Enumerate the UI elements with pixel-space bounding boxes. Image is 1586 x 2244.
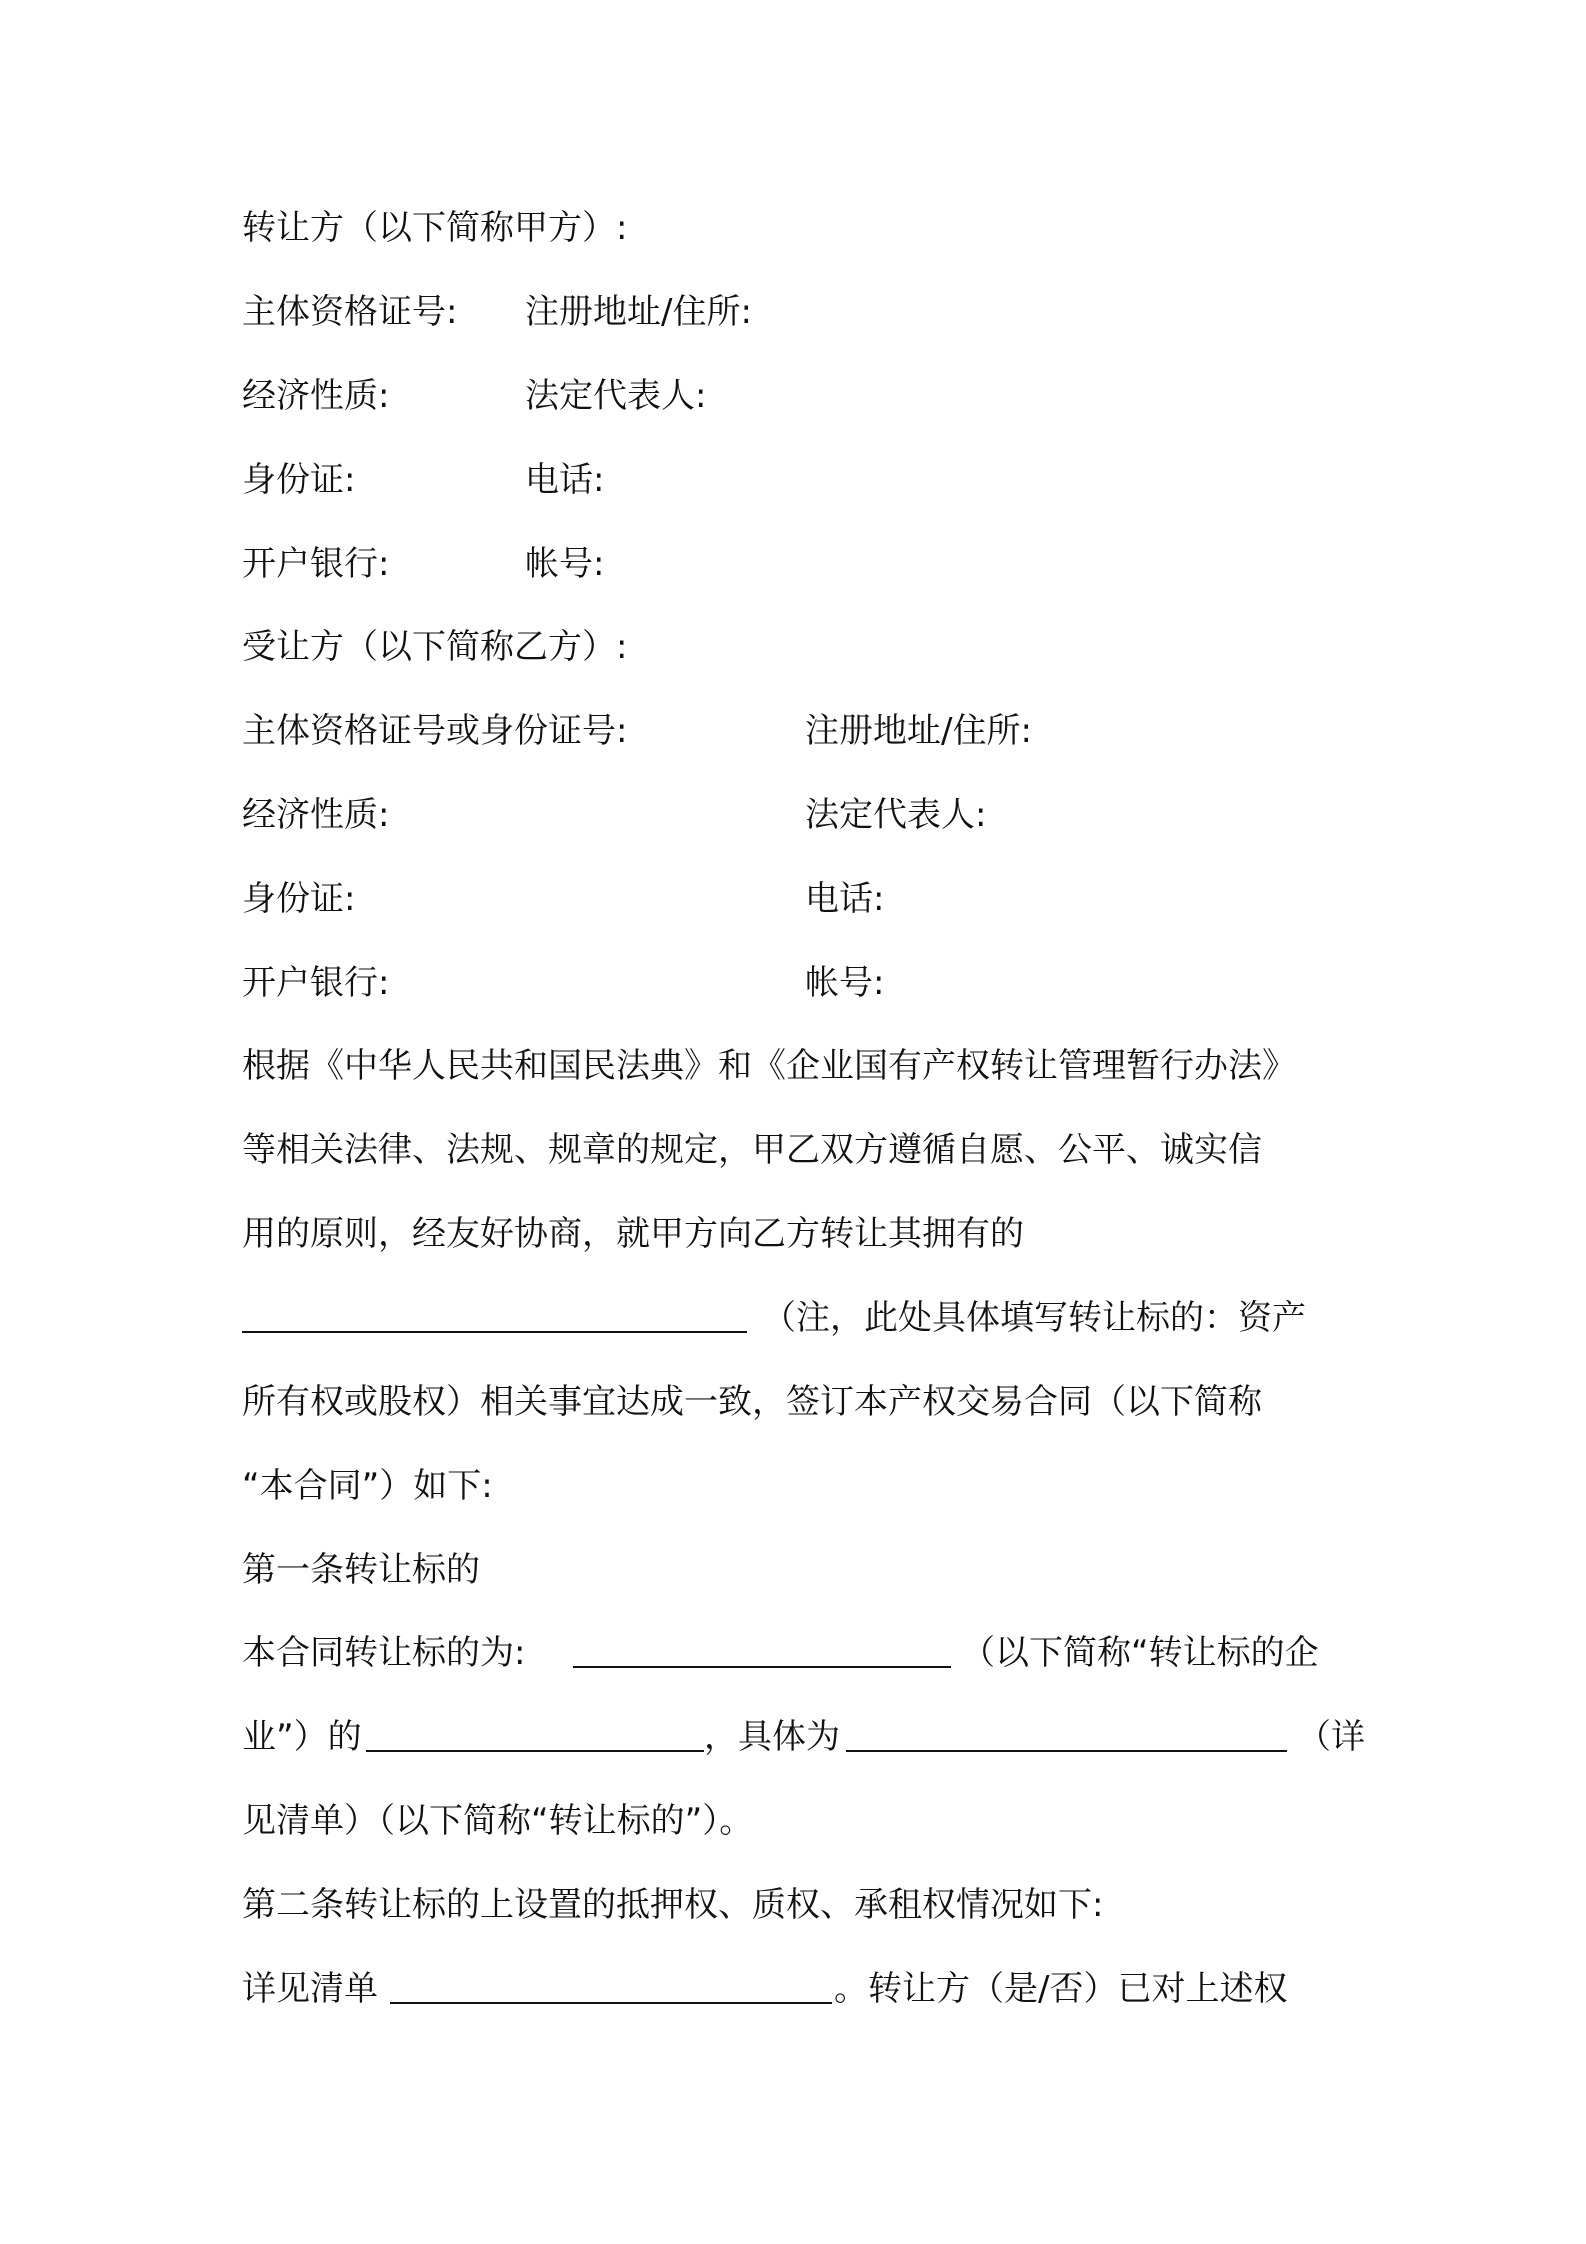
- transferee-id-label: 身份证:: [242, 879, 356, 919]
- article-2-title: 第二条转让标的上设置的抵押权、质权、承租权情况如下:: [242, 1885, 1104, 1925]
- article-2-line-1-prefix: 详见清单: [242, 1969, 378, 2009]
- transferor-legal-rep-label: 法定代表人:: [525, 376, 707, 416]
- transferor-cert-label: 主体资格证号:: [242, 292, 458, 332]
- target-share-blank[interactable]: [366, 1716, 704, 1764]
- article-1-line-2: [242, 1714, 1365, 1760]
- transferor-row-bank: [242, 541, 1342, 587]
- article-1-title: 第一条转让标的: [242, 1550, 480, 1590]
- article-1-line-1: [242, 1630, 1342, 1676]
- transferor-nature-label: 经济性质:: [242, 376, 390, 416]
- transferee-phone-label: 电话:: [805, 879, 885, 919]
- preamble-line-1: 根据《中华人民共和国民法典》和《企业国有产权转让管理暂行办法》: [242, 1046, 1296, 1086]
- transferee-legal-rep-label: 法定代表人:: [805, 795, 987, 835]
- transferor-id-label: 身份证:: [242, 460, 356, 500]
- article-1-line-1-label: 本合同转让标的为:: [242, 1633, 526, 1673]
- transferee-row-id: [242, 876, 1342, 922]
- preamble-line-4-text: （注，此处具体填写转让标的：资产: [762, 1298, 1306, 1338]
- article-1-line-2-middle: ，具体为: [704, 1717, 840, 1757]
- transferee-bank-label: 开户银行:: [242, 963, 390, 1003]
- preamble-line-5: 所有权或股权）相关事宜达成一致，签订本产权交易合同（以下简称: [242, 1382, 1262, 1422]
- transferor-heading: 转让方（以下简称甲方）:: [242, 208, 628, 248]
- preamble-line-3: 用的原则，经友好协商，就甲方向乙方转让其拥有的: [242, 1214, 1024, 1254]
- transferee-row-bank: [242, 960, 1342, 1006]
- transferor-address-label: 注册地址/住所:: [525, 292, 752, 332]
- target-enterprise-blank[interactable]: [573, 1632, 951, 1680]
- transferee-nature-label: 经济性质:: [242, 795, 390, 835]
- transferee-row-cert: [242, 708, 1342, 754]
- transferor-account-label: 帐号:: [525, 544, 605, 584]
- transferee-heading: 受让方（以下简称乙方）:: [242, 627, 628, 667]
- transferor-phone-label: 电话:: [525, 460, 605, 500]
- transferee-address-label: 注册地址/住所:: [805, 711, 1032, 751]
- target-detail-blank[interactable]: [846, 1716, 1287, 1764]
- article-1-line-1-suffix: （以下简称“转让标的企: [961, 1633, 1319, 1673]
- transferee-cert-label: 主体资格证号或身份证号:: [242, 711, 628, 751]
- transferor-row-id: [242, 457, 1342, 503]
- preamble-line-4: [242, 1295, 1342, 1341]
- transferor-row-nature: [242, 373, 1342, 419]
- encumbrance-list-blank[interactable]: [390, 1968, 832, 2016]
- article-2-line-1: [242, 1966, 1342, 2012]
- transferor-bank-label: 开户银行:: [242, 544, 390, 584]
- article-1-line-2-prefix: 业”）的: [242, 1717, 362, 1757]
- preamble-line-2: 等相关法律、法规、规章的规定，甲乙双方遵循自愿、公平、诚实信: [242, 1130, 1262, 1170]
- article-1-line-2-suffix: （详: [1297, 1717, 1365, 1757]
- transferee-row-nature: [242, 792, 1342, 838]
- article-1-line-3: 见清单）（以下简称“转让标的”）。: [242, 1801, 754, 1841]
- preamble-line-6: “本合同”）如下:: [242, 1466, 493, 1506]
- transferee-account-label: 帐号:: [805, 963, 885, 1003]
- article-2-line-1-suffix: 。转让方（是/否）已对上述权: [834, 1969, 1288, 2009]
- subject-fill-blank[interactable]: [242, 1297, 747, 1345]
- transferor-row-cert: [242, 289, 1342, 335]
